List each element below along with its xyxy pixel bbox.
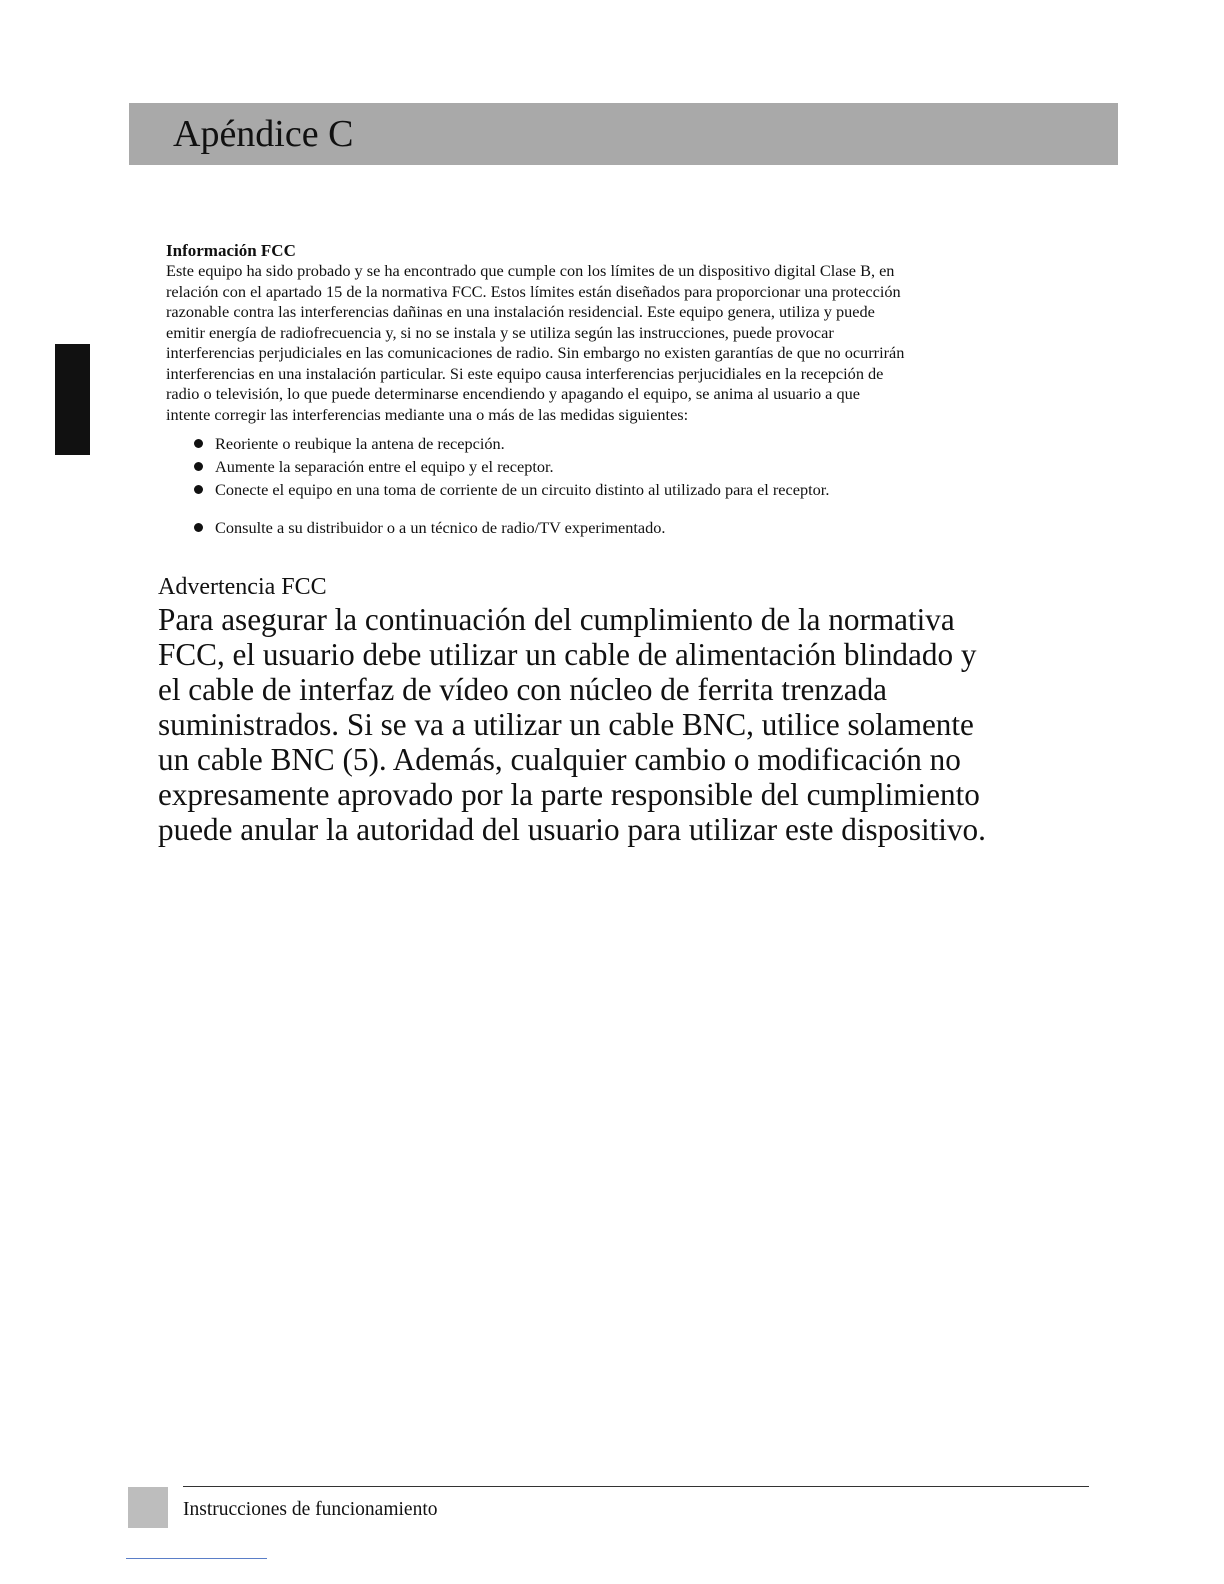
bullet-icon: [194, 485, 203, 494]
paragraph-line: razonable contra las interferencias dañinas en una instalación residencial. Este equipo genera, utiliza y puede: [166, 302, 875, 321]
paragraph-line: Este equipo ha sido probado y se ha encontrado que cumple con los límites de un dispositivo digital Clase B, en: [166, 261, 895, 280]
bottom-rule: [126, 1558, 267, 1559]
bullet-icon: [194, 439, 203, 448]
footer-page-box: [128, 1487, 168, 1528]
paragraph-line: expresamente aprovado por la parte responsible del cumplimiento: [158, 777, 980, 812]
fcc-warning-section: [158, 572, 1058, 847]
section-tab-marker: [55, 344, 90, 455]
paragraph-line: suministrados. Si se va a utilizar un cable BNC, utilice solamente: [158, 707, 974, 742]
list-item-text: Reoriente o reubique la antena de recepción.: [215, 434, 505, 453]
paragraph-line: relación con el apartado 15 de la normativa FCC. Estos límites están diseñados para proporcionar una protección: [166, 281, 901, 301]
paragraph-line: radio o televisión, lo que puede determinarse encendiendo y apagando el equipo, se anima al usuario a que: [166, 384, 860, 403]
page-title: Apéndice C: [173, 113, 354, 155]
paragraph-line: el cable de interfaz de vídeo con núcleo de ferrita trenzada: [158, 672, 888, 707]
footer-text: Instrucciones de funcionamiento: [183, 1499, 438, 1520]
paragraph-line: intente corregir las interferencias mediante una o más de las medidas siguientes:: [166, 404, 689, 424]
paragraph-line: interferencias perjudiciales en las comunicaciones de radio. Sin embargo no existen garantías de que no ocurrirán: [166, 343, 905, 362]
fcc-info-heading: Información FCC: [166, 241, 296, 260]
measures-list: [192, 432, 1022, 539]
bullet-icon: [194, 523, 203, 532]
list-item-text: Aumente la separación entre el equipo y el receptor.: [215, 457, 554, 476]
fcc-warning-paragraph: [158, 602, 1058, 847]
list-item-text: Consulte a su distribuidor o a un técnico de radio/TV experimentado.: [215, 518, 666, 537]
paragraph-line: puede anular la autoridad del usuario para utilizar este dispositivo.: [158, 812, 986, 847]
paragraph-line: interferencias en una instalación particular. Si este equipo causa interferencias perjucidiales en la recepción de: [166, 363, 884, 383]
fcc-info-section: [166, 240, 1016, 425]
fcc-warning-heading: Advertencia FCC: [158, 574, 327, 600]
list-item-text: Conecte el equipo en una toma de corriente de un circuito distinto al utilizado para el receptor.: [215, 480, 830, 499]
list-item: [192, 478, 1022, 501]
list-item: [192, 432, 1022, 455]
paragraph-line: Para asegurar la continuación del cumplimiento de la normativa: [158, 602, 955, 637]
bullet-icon: [194, 462, 203, 471]
footer-divider: [183, 1486, 1089, 1487]
paragraph-line: un cable BNC (5). Además, cualquier cambio o modificación no: [158, 742, 961, 777]
paragraph-line: emitir energía de radiofrecuencia y, si no se instala y se utiliza según las instrucciones, puede provocar: [166, 322, 834, 342]
paragraph-line: FCC, el usuario debe utilizar un cable de alimentación blindado y: [158, 637, 977, 672]
list-item: [192, 455, 1022, 478]
appendix-title-bar: [129, 103, 1118, 165]
fcc-info-paragraph: [166, 261, 1016, 425]
list-item: [192, 516, 1022, 539]
